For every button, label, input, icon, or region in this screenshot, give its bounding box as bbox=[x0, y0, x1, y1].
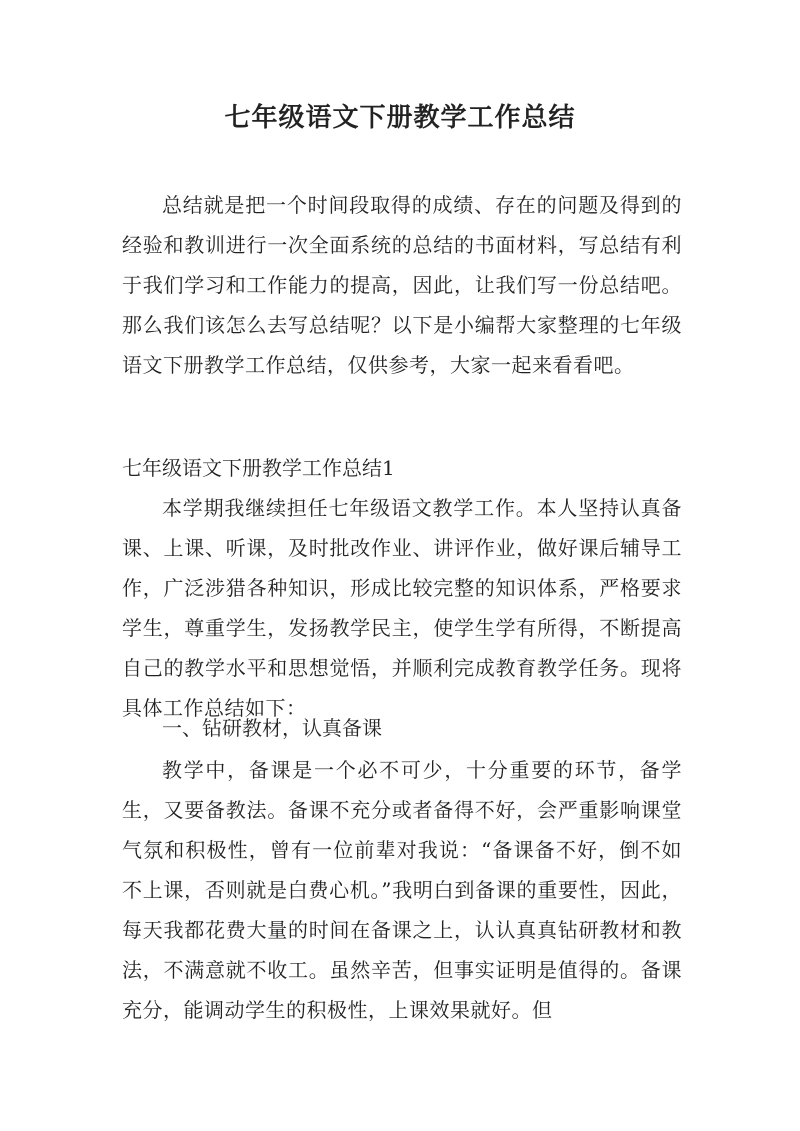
section-heading: 七年级语文下册教学工作总结1 bbox=[122, 456, 395, 480]
intro-paragraph: 总结就是把一个时间段取得的成绩、存在的问题及得到的经验和教训进行一次全面系统的总结的书面材料，写总结有利于我们学习和工作能力的提高，因此，让我们写一份总结吧。那么我们该怎么去写总结呢？以下是小编帮大家整理的七年级语文下册教学工作总结，仅供参考，大家一起来看看吧。 bbox=[122, 193, 682, 377]
body-paragraph-2: 教学中，备课是一个必不可少，十分重要的环节，备学生，又要备教法。备课不充分或者备得不好，会严重影响课堂气氛和积极性，曾有一位前辈对我说：“备课备不好，倒不如不上课，否则就是白费心机。”我明白到备课的重要性，因此，每天我都花费大量的时间在备课之上，认认真真钻研教材和教法，不满意就不收工。虽然辛苦，但事实证明是值得的。备课充分，能调动学生的积极性，上课效果就好。但 bbox=[122, 758, 682, 1022]
body-paragraph-1: 本学期我继续担任七年级语文教学工作。本人坚持认真备课、上课、听课，及时批改作业、讲评作业，做好课后辅导工作，广泛涉猎各种知识，形成比较完整的知识体系，严格要求学生，尊重学生，发扬教学民主，使学生学有所得，不断提高自己的教学水平和思想觉悟，并顺利完成教育教学任务。现将具体工作总结如下： bbox=[122, 496, 682, 720]
document-title: 七年级语文下册教学工作总结 bbox=[224, 103, 576, 133]
subheading-1: 一、钻研教材，认真备课 bbox=[162, 716, 382, 740]
